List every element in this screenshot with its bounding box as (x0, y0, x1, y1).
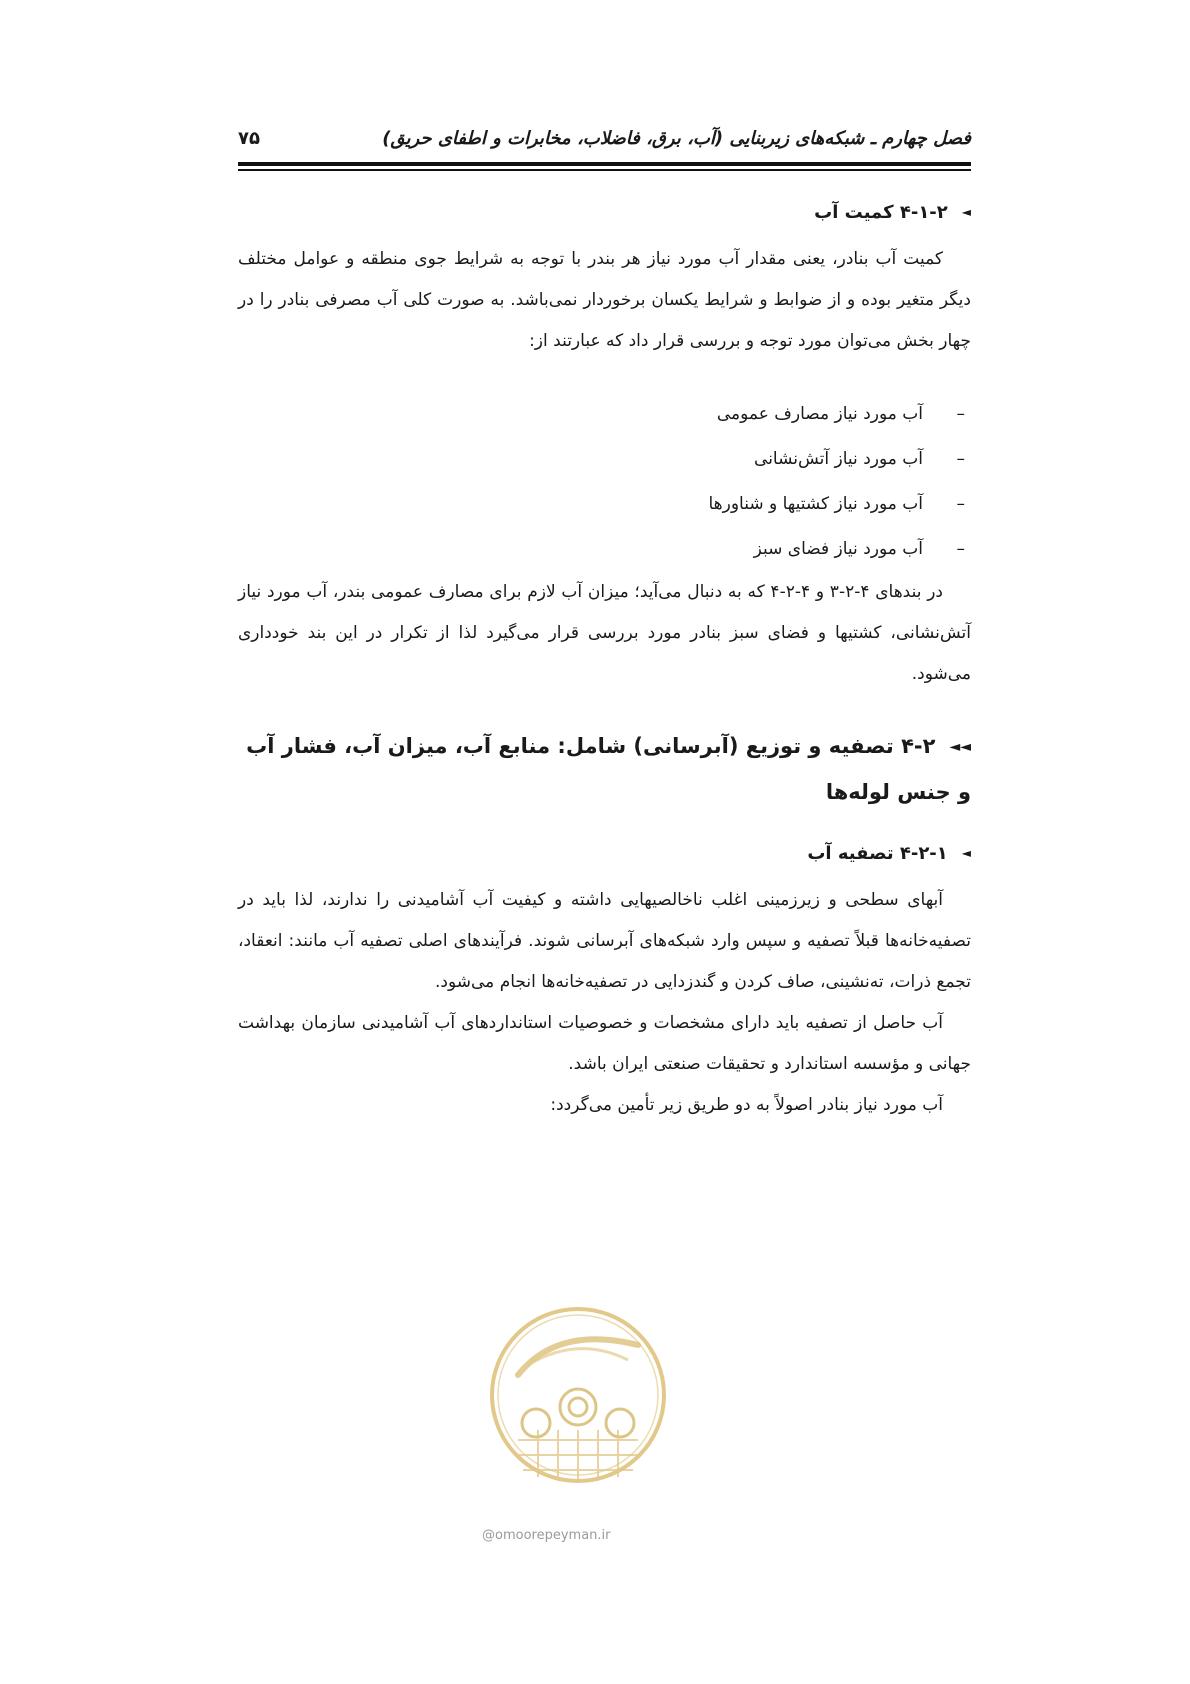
section-heading-text: ۴-۱-۲ کمیت آب (814, 202, 948, 223)
list-item (708, 392, 965, 437)
section-heading-water-quantity (814, 202, 971, 223)
omoor-peyman-logo (488, 1305, 668, 1485)
list-item-text: آب مورد نیاز فضای سبز (753, 539, 923, 559)
paragraph-supply-methods: آب مورد نیاز بنادر اصولاً به دو طریق زیر تأمین می‌گردد: (550, 1095, 943, 1115)
list-item (708, 527, 965, 572)
section-heading-water-treatment (807, 843, 971, 864)
paragraph-treatment-process: آبهای سطحی و زیرزمینی اغلب ناخالصیهایی داشته و کیفیت آب آشامیدنی را ندارند، لذا باید در تصفیه‌خانه‌ها قبلاً تصفیه و سپس وارد شبکه‌های آبرسانی شوند. فرآیندهای اصلی تصفیه آب مانند: انعقاد، تجمع ذرات، ته‌نشینی، صاف کردن و گندزدایی در تصفیه‌خانه‌ها انجام می‌شود. (238, 890, 971, 992)
triangle-marker-icon: ◄ (961, 846, 971, 860)
page-header (238, 128, 971, 152)
list-item-text: آب مورد نیاز کشتیها و شناورها (708, 494, 923, 514)
dash-bullet: – (956, 494, 965, 514)
paragraph-water-quantity: کمیت آب بنادر، یعنی مقدار آب مورد نیاز هر بندر با توجه به شرایط جوی منطقه و عوامل مختلف دیگر متغیر بوده و از ضوابط و شرایط یکسان برخوردار نمی‌باشد. به صورت کلی آب مصرفی بنادر را در چهار بخش می‌توان مورد توجه و بررسی قرار داد که عبارتند از: (238, 249, 971, 351)
paragraph-treatment-standards: آب حاصل از تصفیه باید دارای مشخصات و خصوصیات استانداردهای آب آشامیدنی سازمان بهداشت جهانی و مؤسسه استاندارد و تحقیقات صنعتی ایران باشد. (238, 1013, 971, 1074)
list-item-text: آب مورد نیاز مصارف عمومی (716, 404, 923, 424)
triangle-marker-icon: ◄ (961, 205, 971, 219)
header-rule-thick (238, 162, 971, 166)
list-item-text: آب مورد نیاز آتش‌نشانی (754, 449, 923, 469)
header-rule-thin (238, 169, 971, 171)
list-item (708, 482, 965, 527)
list-item (708, 437, 965, 482)
dash-bullet: – (956, 404, 965, 424)
dash-bullet: – (956, 449, 965, 469)
paragraph-sections-reference: در بندهای ۴-۲-۳ و ۴-۲-۴ که به دنبال می‌آید؛ میزان آب لازم برای مصارف عمومی بندر، آب مورد نیاز آتش‌نشانی، کشتیها و فضای سبز بنادر مورد بررسی قرار می‌گیرد لذا از تکرار در این بند خودداری می‌شود. (238, 582, 971, 684)
main-heading-text: ۴-۲ تصفیه و توزیع (آبرسانی) شامل: منابع آب، میزان آب، فشار آب و جنس لوله‌ها (246, 734, 971, 804)
section-heading-treatment-distribution (238, 724, 971, 815)
watermark-caption: @omoorepeyman.ir (482, 1528, 611, 1543)
chapter-title: فصل چهارم ـ شبکه‌های زیربنایی (آب، برق، فاضلاب، مخابرات و اطفای حریق) (382, 128, 971, 149)
section-heading-text: ۴-۲-۱ تصفیه آب (807, 843, 948, 864)
page-number: ۷۵ (238, 128, 260, 149)
water-uses-list (708, 392, 965, 572)
double-triangle-marker-icon: ◄◄ (949, 739, 971, 755)
dash-bullet: – (956, 539, 965, 559)
